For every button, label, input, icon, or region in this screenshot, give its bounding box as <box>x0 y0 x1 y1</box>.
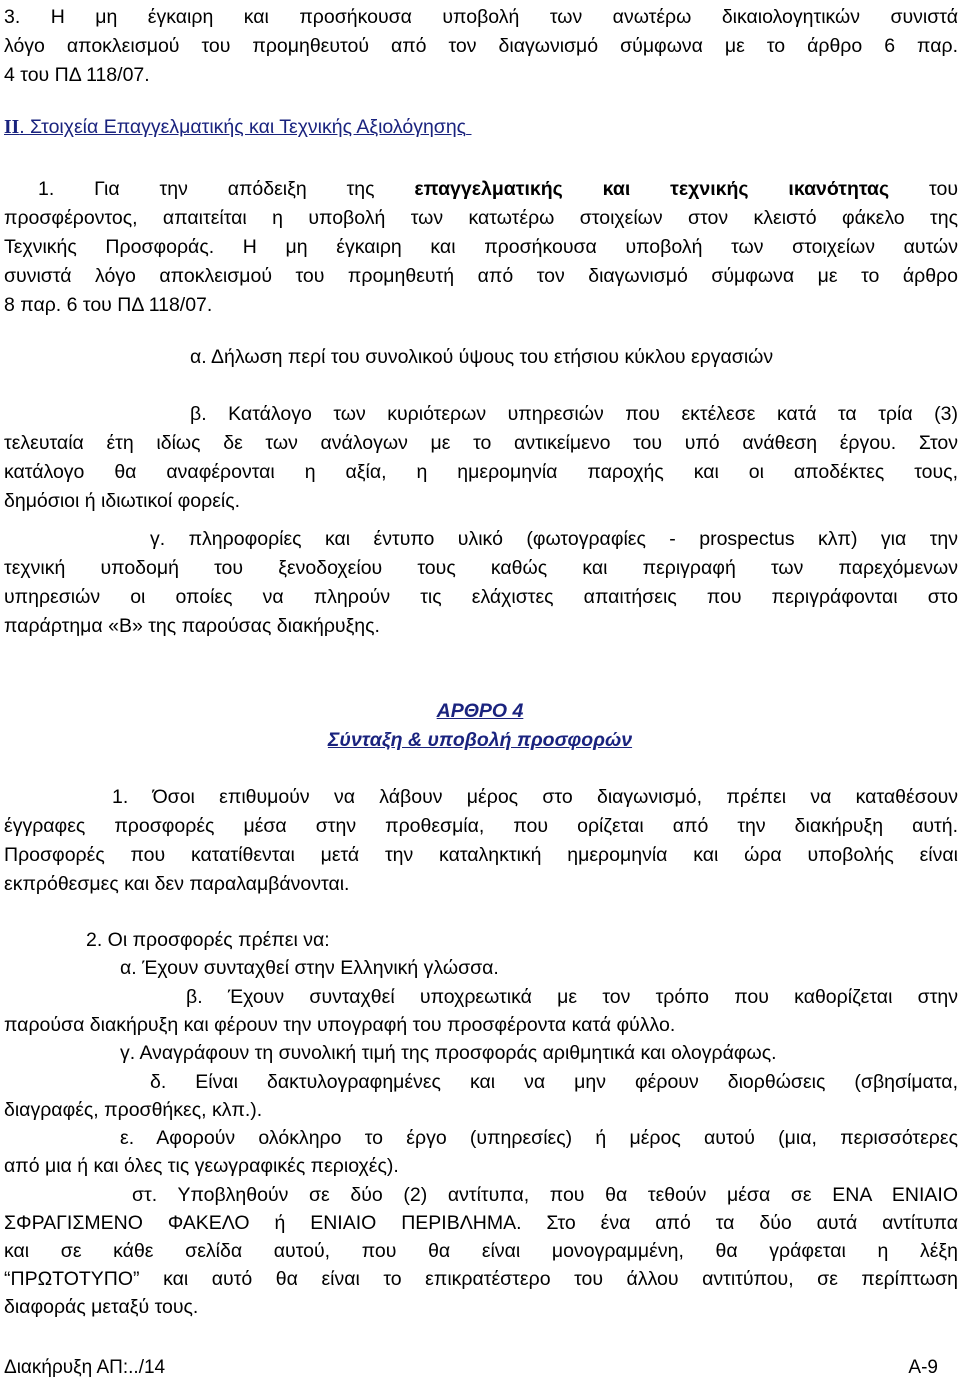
top-line-1: 3. Η μη έγκαιρη και προσήκουσα υποβολή των ανωτέρω δικαιολογητικών συνιστά <box>4 6 958 28</box>
item-c-line-2: τεχνική υποδομή του ξενοδοχείου τους καθώς και περιγραφή των παρεχόμενων <box>4 557 958 579</box>
section-title: . Στοιχεία Επαγγελματικής και Τεχνικής Αξιολόγησης <box>19 116 467 138</box>
a2-item-st-line-1: στ. Υποβληθούν σε δύο (2) αντίτυπα, που θα τεθούν μέσα σε ΕΝΑ ΕΝΙΑΙΟ <box>132 1184 958 1206</box>
a2-item-b-line-1: β. Έχουν συνταχθεί υποχρεωτικά με τον τρόπο που καθορίζεται στην <box>186 986 958 1008</box>
top-line-3: 4 του ΠΔ 118/07. <box>4 64 150 86</box>
p1-line-1 <box>38 180 958 200</box>
a1-line-1: 1. Όσοι επιθυμούν να λάβουν μέρος στο διαγωνισμό, πρέπει να καταθέσουν <box>112 786 958 808</box>
footer-page-number: Α-9 <box>908 1357 938 1378</box>
item-a: α. Δήλωση περί του συνολικού ύψους του ετήσιου κύκλου εργασιών <box>190 346 774 368</box>
a2-item-d-line-1: δ. Είναι δακτυλογραφημένες και να μην φέρουν διορθώσεις (σβησίματα, <box>150 1071 958 1093</box>
a2-item-st-line-4: “ΠΡΩΤΟΤΥΠΟ” και αυτό θα είναι το επικρατέστερο του άλλου αντιτύπου, σε περίπτωση <box>4 1268 958 1290</box>
a2-heading: 2. Οι προσφορές πρέπει να: <box>86 929 330 951</box>
p1-text-a: 1. Για την απόδειξη της <box>38 178 415 200</box>
a2-item-st-line-5: διαφοράς μεταξύ τους. <box>4 1296 199 1318</box>
p1-line-3: Τεχνικής Προσφοράς. Η μη έγκαιρη και προσήκουσα υποβολή των στοιχείων αυτών <box>4 236 958 258</box>
item-c-line-4: παράρτημα «Β» της παρούσας διακήρυξης. <box>4 615 380 637</box>
a2-item-e-line-2: από μια ή και όλες τις γεωγραφικές περιοχές). <box>4 1155 399 1177</box>
p1-line-2: προσφέροντος, απαιτείται η υποβολή των κατωτέρω στοιχείων στον κλειστό φάκελο της <box>4 207 958 229</box>
item-b-line-3: κατάλογο θα αναφέρονται η αξία, η ημερομηνία παροχής και οι αποδέκτες τους, <box>4 461 958 483</box>
item-b-line-4: δημόσιοι ή ιδιωτικοί φορείς. <box>4 490 241 512</box>
footer-left: Διακήρυξη ΑΠ:../14 <box>4 1357 166 1378</box>
a2-item-e-line-1: ε. Αφορούν ολόκληρο το έργο (υπηρεσίες) ή μέρος αυτού (μια, περισσότερες <box>120 1127 958 1149</box>
a2-item-st-line-2: ΣΦΡΑΓΙΣΜΕΝΟ ΦΑΚΕΛΟ ή ΕΝΙΑΙΟ ΠΕΡΙΒΛΗΜΑ. Στο ένα από τα δύο αυτά αντίτυπα <box>4 1212 958 1234</box>
p1-line-4: συνιστά λόγο αποκλεισμού του προμηθευτή από τον διαγωνισμό σύμφωνα με το άρθρο <box>4 265 958 287</box>
a1-line-3: Προσφορές που κατατίθενται μετά την καταληκτική ημερομηνία και ώρα υποβολής είναι <box>4 844 958 866</box>
item-b-line-2: τελευταία έτη ιδίως δε των ανάλογων με το αντικείμενο του υπό ανάθεση έργου. Στον <box>4 432 958 454</box>
p1-text-c: του <box>889 178 958 200</box>
a2-item-d-line-2: διαγραφές, προσθήκες, κλπ.). <box>4 1099 263 1121</box>
article-subtitle: Σύνταξη & υποβολή προσφορών <box>327 729 633 751</box>
a2-item-b-line-2: παρούσα διακήρυξη και φέρουν την υπογραφή του προσφέροντα κατά φύλλο. <box>4 1014 676 1036</box>
p1-text-bold: επαγγελματικής και τεχνικής ικανότητας <box>414 178 890 200</box>
a2-item-st-line-3: και σε κάθε σελίδα αυτού, που θα είναι μονογραμμένη, θα γράφεται η λέξη <box>4 1240 958 1262</box>
a2-item-g: γ. Αναγράφουν τη συνολική τιμή της προσφοράς αριθμητικά και ολογράφως. <box>120 1042 777 1064</box>
p1-line-5: 8 παρ. 6 του ΠΔ 118/07. <box>4 294 213 316</box>
section-heading <box>4 118 472 138</box>
section-number: II <box>4 117 20 138</box>
item-c-line-1: γ. πληροφορίες και έντυπο υλικό (φωτογραφίες - prospectus κλπ) για την <box>150 528 958 550</box>
a1-line-2: έγγραφες προσφορές μέσα στην προθεσμία, που ορίζεται από την διακήρυξη αυτή. <box>4 815 958 837</box>
a1-line-4: εκπρόθεσμες και δεν παραλαμβάνονται. <box>4 873 350 895</box>
article-title: ΑΡΘΡΟ 4 <box>436 700 524 722</box>
item-b-line-1: β. Κατάλογο των κυριότερων υπηρεσιών που εκτέλεσε κατά τα τρία (3) <box>190 403 958 425</box>
top-line-2: λόγο αποκλεισμού του προμηθευτού από τον διαγωνισμό σύμφωνα με το άρθρο 6 παρ. <box>4 35 958 57</box>
a2-item-a: α. Έχουν συνταχθεί στην Ελληνική γλώσσα. <box>120 957 499 979</box>
item-c-line-3: υπηρεσιών οι οποίες να πληρούν τις ελάχιστες απαιτήσεις που περιγράφονται στο <box>4 586 958 608</box>
